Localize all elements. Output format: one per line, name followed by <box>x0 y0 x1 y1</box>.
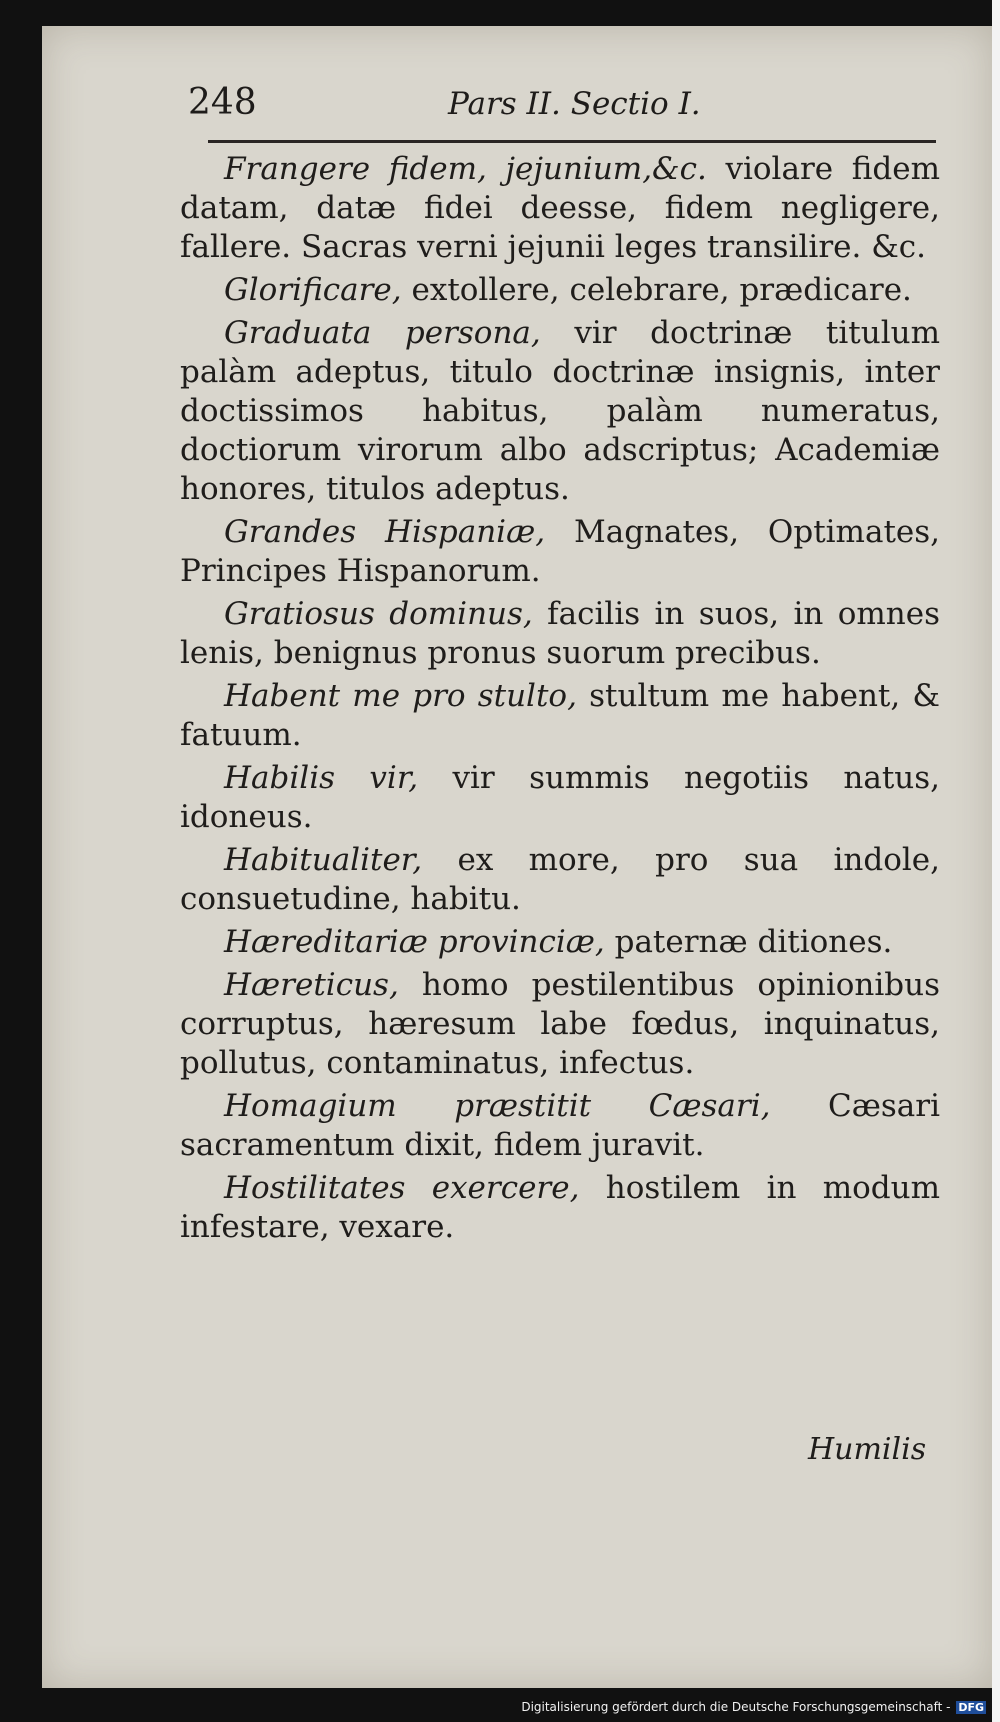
entry-lemma: Glorificare, <box>224 272 402 308</box>
entry-lemma: Habilis vir, <box>224 760 419 796</box>
entry-lemma: Hæreditariæ provinciæ, <box>224 924 605 960</box>
entry-text: paternæ ditiones. <box>614 924 893 960</box>
dfg-logo: DFG <box>958 1701 984 1714</box>
entry <box>180 1169 940 1247</box>
entry <box>180 150 940 267</box>
entry-lemma: Habitualiter, <box>224 842 423 878</box>
entry-text: homo pestilentibus opinionibus corruptus, hæresum labe fœdus, inquinatus, pollutus, contaminatus, infectus. <box>180 967 940 1081</box>
entry-text: stultum me habent, & fatuum. <box>180 678 940 753</box>
entry-text: extollere, celebrare, prædicare. <box>411 272 912 308</box>
entry-text: Magnates, Optimates, Principes Hispanorum. <box>180 514 941 589</box>
header-rule <box>208 140 936 143</box>
entry <box>180 923 940 962</box>
entry <box>180 677 940 755</box>
entry-text: vir summis negotiis natus, idoneus. <box>180 760 941 835</box>
entry-lemma: Hæreticus, <box>224 967 399 1003</box>
scan-border-edge <box>992 0 1000 1722</box>
entry-text: violare fidem datam, datæ fidei deesse, fidem negligere, fallere. Sacras verni jejunii leges transilire. &c. <box>180 151 940 265</box>
entry <box>180 841 940 919</box>
entry-lemma: Homagium præstitit Cæsari, <box>224 1088 771 1124</box>
entry-text: vir doctrinæ titulum palàm adeptus, titulo doctrinæ insignis, inter doctissimos habitus, palàm numeratus, doctiorum virorum albo adscriptus; Academiæ honores, titulos adeptus. <box>180 315 940 507</box>
entry-list <box>180 150 940 1251</box>
entry <box>180 759 940 837</box>
entry-text: facilis in suos, in omnes lenis, benignus pronus suorum precibus. <box>180 596 941 671</box>
entry-lemma: Habent me pro stulto, <box>224 678 577 714</box>
entry-lemma: Frangere fidem, jejunium,&c. <box>224 151 707 187</box>
catchword: Humilis <box>808 1432 927 1467</box>
entry <box>180 513 940 591</box>
running-title: Pars II. Sectio I. <box>448 86 701 122</box>
entry <box>180 1087 940 1165</box>
entry-text: hostilem in modum infestare, vexare. <box>180 1170 940 1245</box>
entry <box>180 271 940 310</box>
entry-lemma: Hostilitates exercere, <box>224 1170 580 1206</box>
entry <box>180 966 940 1083</box>
page-number: 248 <box>188 82 257 123</box>
entry-lemma: Grandes Hispaniæ, <box>224 514 546 550</box>
entry <box>180 595 940 673</box>
page-header <box>148 82 928 142</box>
entry-text: Cæsari sacramentum dixit, fidem juravit. <box>180 1088 940 1163</box>
entry <box>180 314 940 509</box>
digitization-credit <box>521 1700 986 1714</box>
entry-text: ex more, pro sua indole, consuetudine, habitu. <box>180 842 941 917</box>
entry-lemma: Graduata persona, <box>224 315 541 351</box>
entry-lemma: Gratiosus dominus, <box>224 596 533 632</box>
credit-text: Digitalisierung gefördert durch die Deutsche Forschungsgemeinschaft - <box>521 1700 951 1714</box>
